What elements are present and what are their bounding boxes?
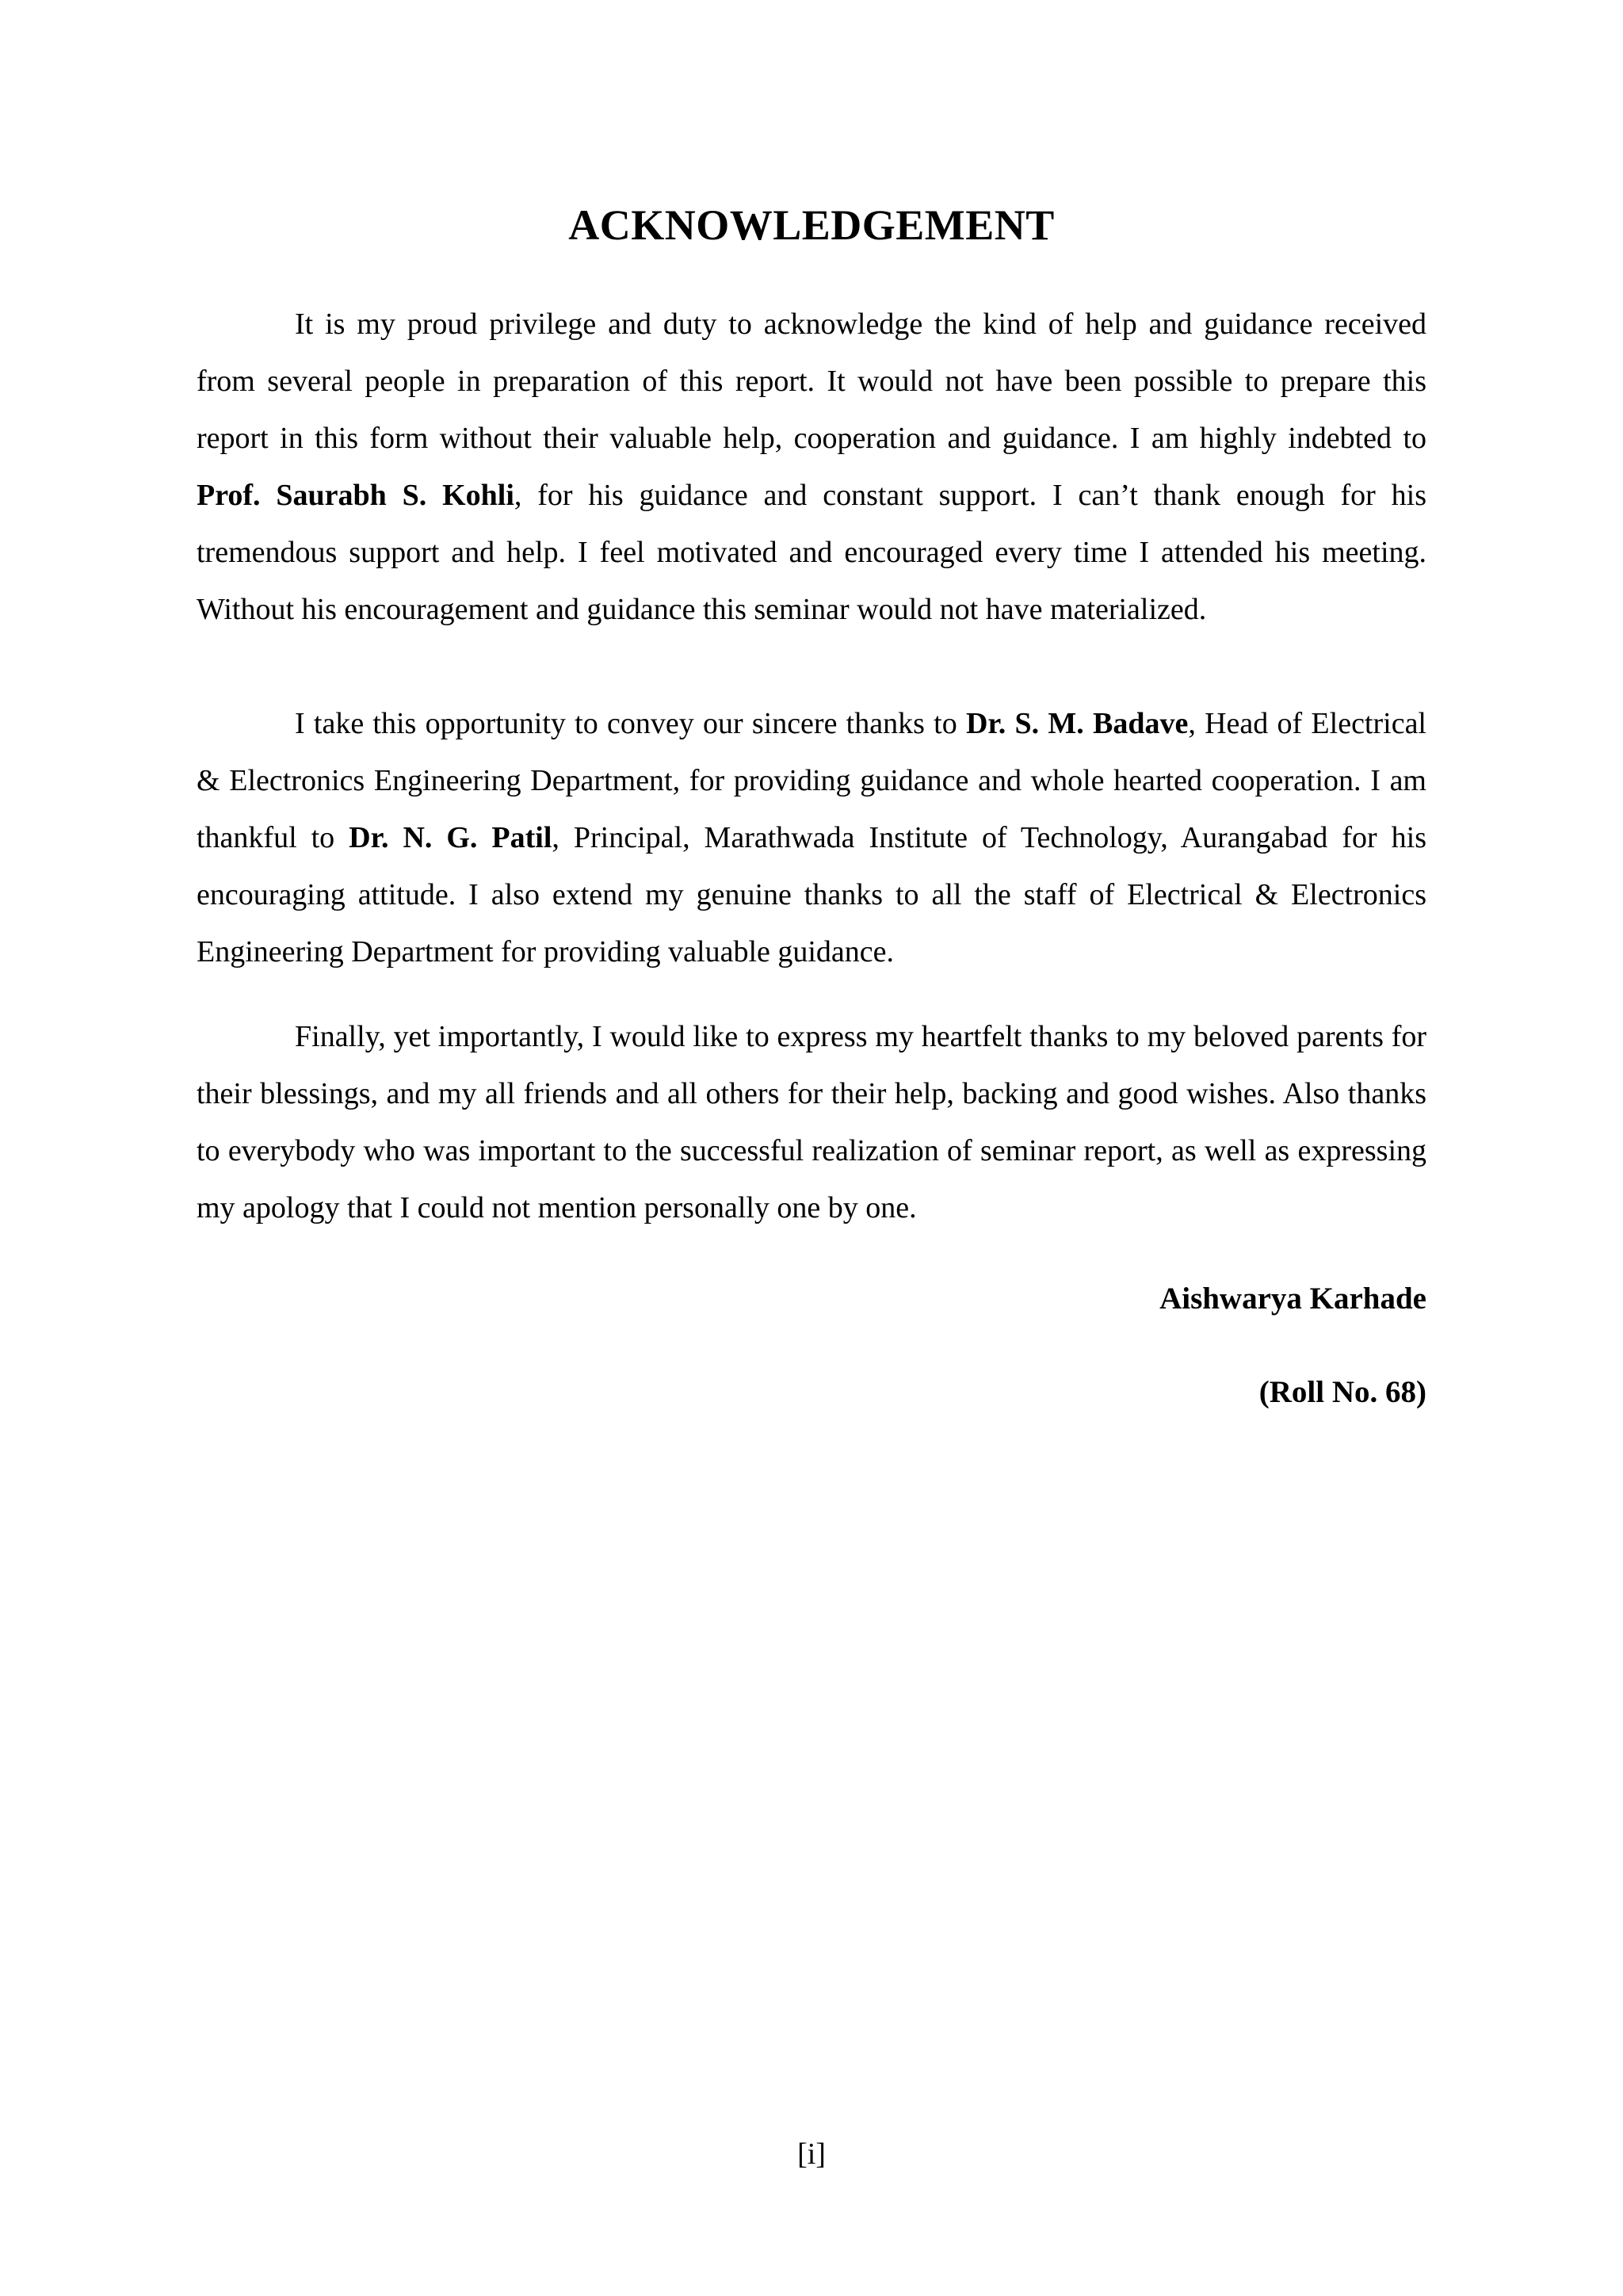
paragraph-2-text (197, 695, 1426, 980)
principal-name: Dr. N. G. Patil (349, 821, 552, 854)
signature-name: Aishwarya Karhade (1159, 1282, 1426, 1316)
paragraph-1-text (197, 296, 1426, 638)
paragraph-1-part-2: , for his guidance and constant support. I can’t thank enough for his tremendous support and help. I feel motivated and encouraged every time I attended his meeting. Without his encouragement and guidance this seminar would not have materialized. (197, 479, 1427, 626)
paragraph-department-thanks (197, 695, 1426, 980)
paragraph-guide-thanks (197, 296, 1426, 638)
hod-name: Dr. S. M. Badave (965, 707, 1189, 740)
paragraph-3-text: Finally, yet importantly, I would like to express my heartfelt thanks to my beloved parents for their blessings, and my all friends and all others for their help, backing and good wishes. Also thanks to everybody who was important to the successful realization of seminar report, as well as expressing my apology that I could not mention personally one by one. (197, 1020, 1426, 1224)
paragraph-2-part-2: , Head of Electrical & Electronics Engineering Department, for providing guidance and whole hearted cooperation. I am thankful to (197, 707, 1426, 854)
paragraph-family-thanks (197, 1008, 1426, 1236)
paragraph-1-part-1: It is my proud privilege and duty to acknowledge the kind of help and guidance received from several people in preparation of this report. It would not have been possible to prepare this report in this form without their valuable help, cooperation and guidance. I am highly indebted to (197, 308, 1426, 455)
paragraph-2-part-3: , Principal, Marathwada Institute of Technology, Aurangabad for his encouraging attitude. I also extend my genuine thanks to all the staff of Electrical & Electronics Engineering Department for providing valuable guidance. (197, 821, 1426, 968)
signature-roll-number: (Roll No. 68) (1258, 1375, 1426, 1409)
page-title: ACKNOWLEDGEMENT (568, 201, 1055, 249)
paragraph-2-part-1: I take this opportunity to convey our sincere thanks to (295, 707, 966, 740)
page-number: [i] (797, 2137, 826, 2171)
guide-name: Prof. Saurabh S. Kohli (197, 479, 514, 512)
